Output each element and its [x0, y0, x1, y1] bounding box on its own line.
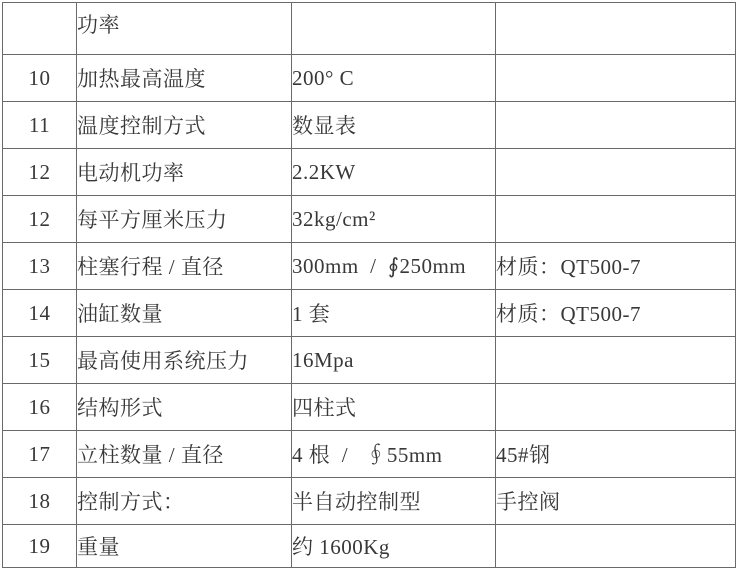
- parameter-name-cell: 最高使用系统压力: [77, 337, 292, 384]
- parameter-note-cell: [496, 102, 736, 149]
- table-row: [3, 431, 736, 478]
- parameter-name-cell: 柱塞行程 / 直径: [77, 243, 292, 290]
- parameter-note-cell: [496, 3, 736, 55]
- table-row: [3, 55, 736, 102]
- table-row: [3, 243, 736, 290]
- parameter-note-cell: [496, 196, 736, 243]
- spec-table-body: [3, 3, 736, 568]
- parameter-value-cell: 四柱式: [292, 384, 496, 431]
- row-number-cell: 11: [3, 102, 77, 149]
- parameter-value-cell: 16Mpa: [292, 337, 496, 384]
- row-number-cell: 18: [3, 478, 77, 525]
- table-row: [3, 525, 736, 568]
- parameter-note-cell: [496, 337, 736, 384]
- table-row: [3, 149, 736, 196]
- row-number-cell: 16: [3, 384, 77, 431]
- parameter-note-cell: [496, 384, 736, 431]
- table-row: [3, 478, 736, 525]
- table-row: [3, 102, 736, 149]
- parameter-value-cell: 约 1600Kg: [292, 525, 496, 568]
- parameter-value-cell: 2.2KW: [292, 149, 496, 196]
- parameter-name-cell: 立柱数量 / 直径: [77, 431, 292, 478]
- parameter-value-cell: 4 根 / ∮55mm: [292, 431, 496, 478]
- parameter-name-cell: 重量: [77, 525, 292, 568]
- parameter-name-cell: 结构形式: [77, 384, 292, 431]
- parameter-name-cell: 功率: [77, 3, 292, 55]
- row-number-cell: 10: [3, 55, 77, 102]
- parameter-name-cell: 油缸数量: [77, 290, 292, 337]
- parameter-note-cell: 材质：QT500-7: [496, 290, 736, 337]
- parameter-name-cell: 控制方式：: [77, 478, 292, 525]
- table-row: [3, 196, 736, 243]
- parameter-name-cell: 电动机功率: [77, 149, 292, 196]
- parameter-value-cell: [292, 3, 496, 55]
- parameter-value-cell: 32kg/cm²: [292, 196, 496, 243]
- row-number-cell: 15: [3, 337, 77, 384]
- row-number-cell: 12: [3, 149, 77, 196]
- row-number-cell: 13: [3, 243, 77, 290]
- parameter-value-cell: 1 套: [292, 290, 496, 337]
- parameter-note-cell: 45#钢: [496, 431, 736, 478]
- parameter-value-cell: 数显表: [292, 102, 496, 149]
- parameter-note-cell: [496, 525, 736, 568]
- table-row: [3, 337, 736, 384]
- row-number-cell: 19: [3, 525, 77, 568]
- spec-table: [2, 2, 736, 568]
- table-row: [3, 384, 736, 431]
- parameter-value-cell: 半自动控制型: [292, 478, 496, 525]
- row-number-cell: [3, 3, 77, 55]
- parameter-value-cell: 200° C: [292, 55, 496, 102]
- table-row: [3, 290, 736, 337]
- row-number-cell: 14: [3, 290, 77, 337]
- parameter-name-cell: 每平方厘米压力: [77, 196, 292, 243]
- parameter-note-cell: [496, 55, 736, 102]
- parameter-name-cell: 加热最高温度: [77, 55, 292, 102]
- parameter-note-cell: [496, 149, 736, 196]
- row-number-cell: 17: [3, 431, 77, 478]
- parameter-note-cell: 手控阀: [496, 478, 736, 525]
- parameter-value-cell: 300mm / ∮250mm: [292, 243, 496, 290]
- parameter-name-cell: 温度控制方式: [77, 102, 292, 149]
- parameter-note-cell: 材质：QT500-7: [496, 243, 736, 290]
- row-number-cell: 12: [3, 196, 77, 243]
- table-row: [3, 3, 736, 55]
